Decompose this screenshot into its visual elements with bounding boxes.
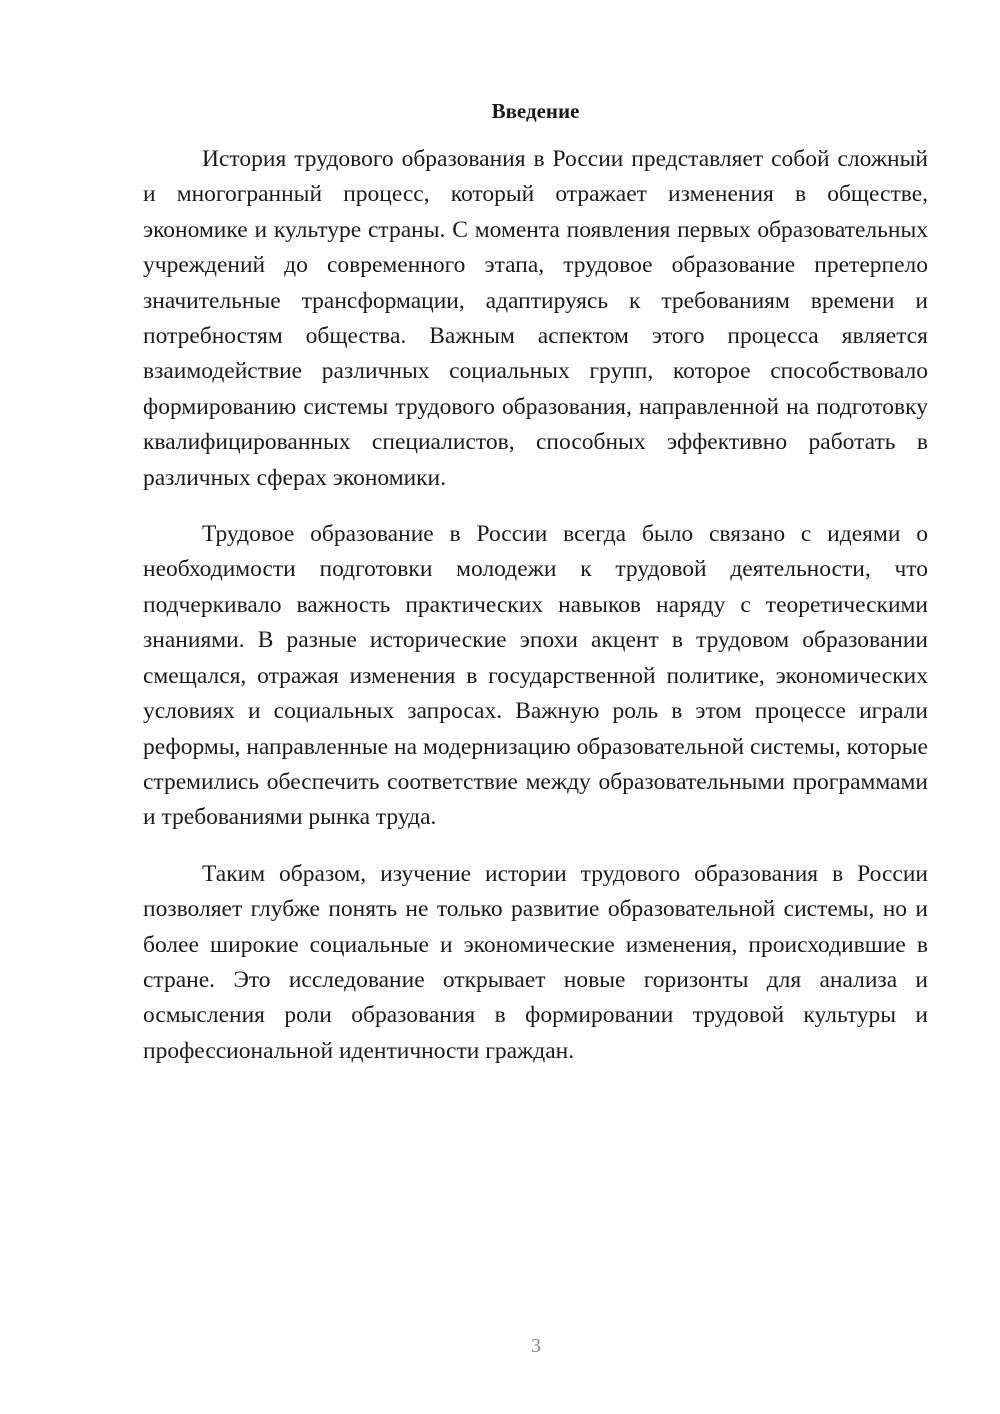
paragraph-3: Таким образом, изучение истории трудового образования в России позволяет глубже понять не только развитие образовательной системы, но и более широкие социальные и экономические изменения, происходившие в стране. Это исследование открывает новые горизонты для анализа и осмысления роли образования в формировании трудовой культуры и профессиональной идентичности граждан. xyxy=(143,860,928,1064)
page-number: 3 xyxy=(531,1335,541,1357)
paragraph-2: Трудовое образование в России всегда было связано с идеями о необходимости подготовки молодежи к трудовой деятельности, что подчеркивало важность практических навыков наряду с теоретическими знаниями. В разные исторические эпохи акцент в трудовом образовании смещался, отражая изменения в государственной политике, экономических условиях и социальных запросах. Важную роль в этом процессе играли реформы, направленные на модернизацию образовательной системы, которые стремились обеспечить соответствие между образовательными программами и требованиями рынка труда. xyxy=(143,521,928,831)
paragraph-1: История трудового образования в России представляет собой сложный и многогранный процесс, который отражает изменения в обществе, экономике и культуре страны. С момента появления первых образовательных учреждений до современного этапа, трудовое образование претерпело значительные трансформации, адаптируясь к требованиям времени и потребностям общества. Важным аспектом этого процесса является взаимодействие различных социальных групп, которое способствовало формированию системы трудового образования, направленной на подготовку квалифицированных специалистов, способных эффективно работать в различных сферах экономики. xyxy=(143,146,928,491)
section-heading: Введение xyxy=(491,99,580,123)
body-text xyxy=(143,142,928,1090)
